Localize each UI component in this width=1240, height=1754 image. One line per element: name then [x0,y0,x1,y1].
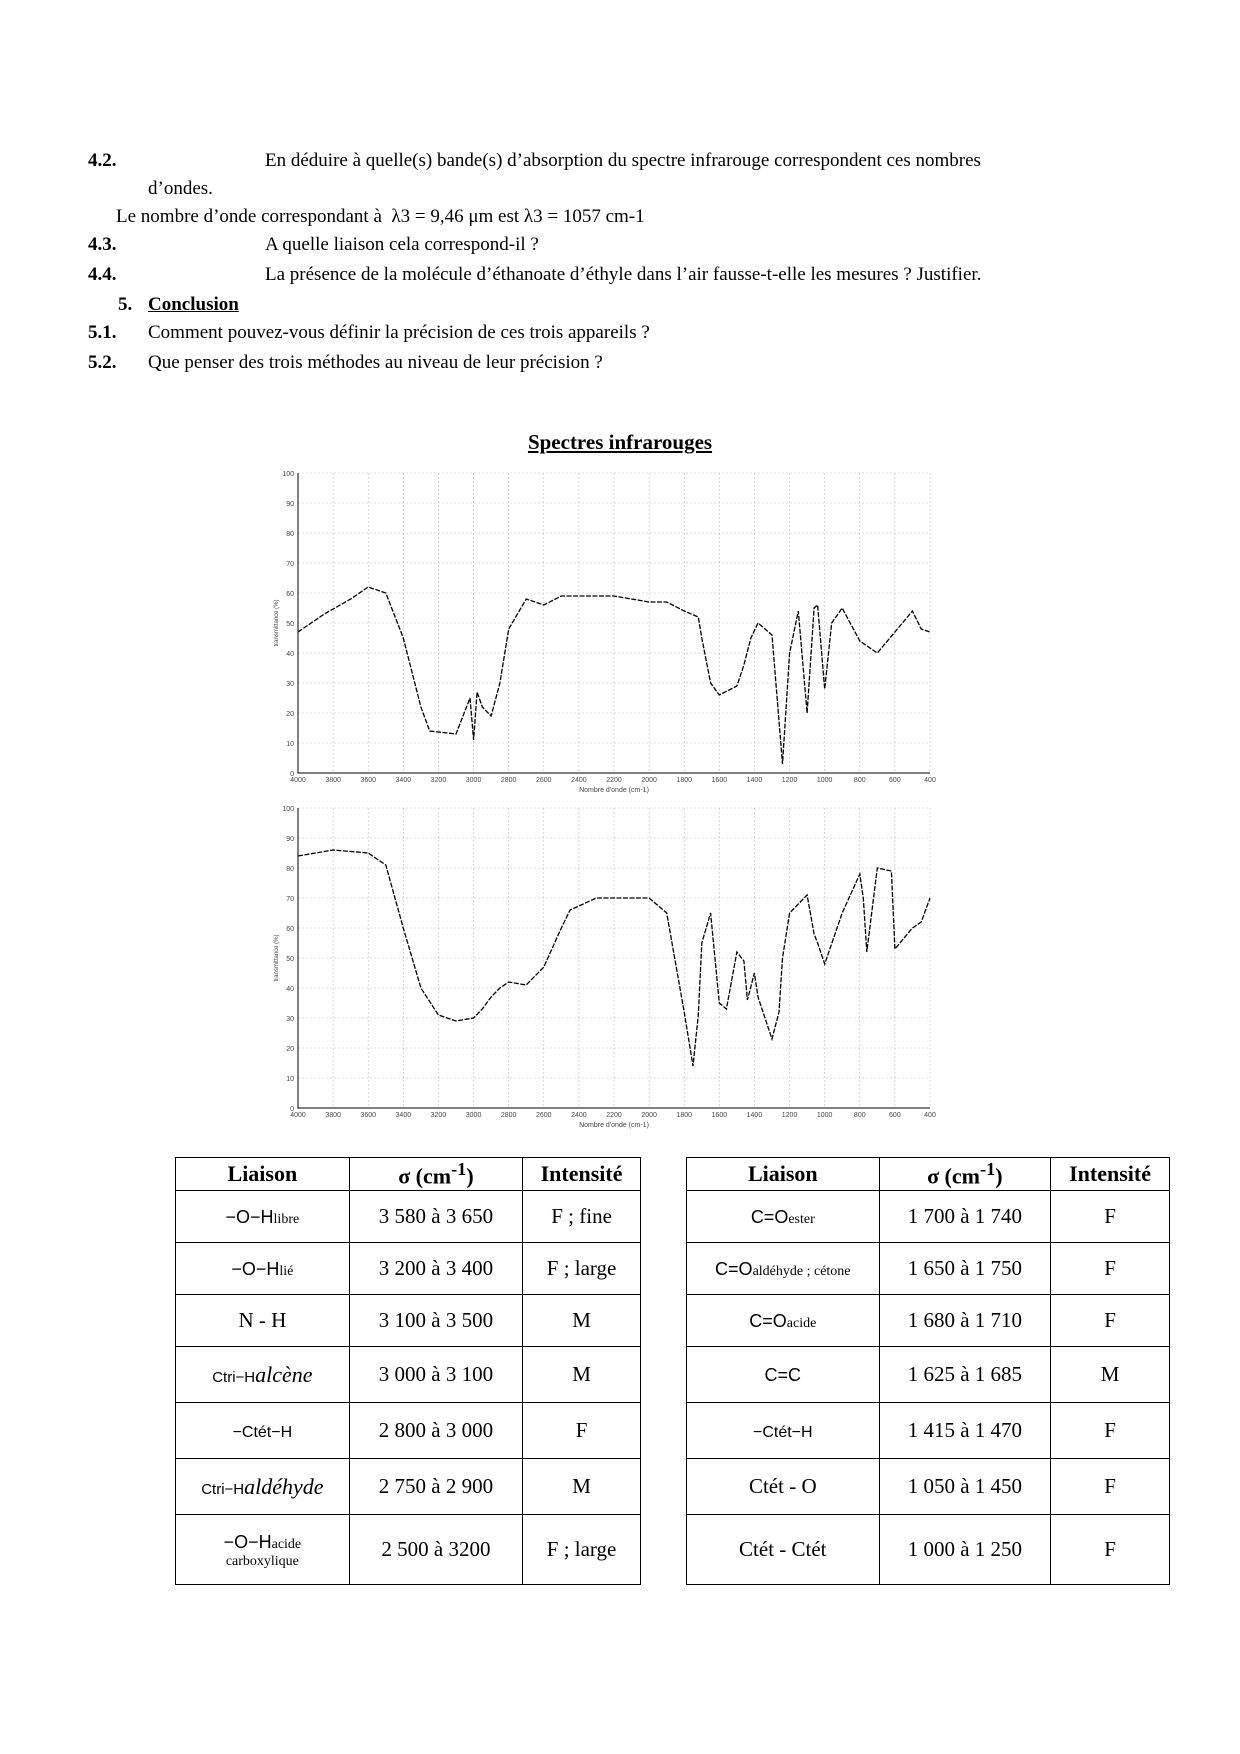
range-cell: 1 415 à 1 470 [879,1403,1051,1459]
x-tick-label: 1800 [676,1112,693,1119]
range-cell: 2 500 à 3200 [349,1515,522,1585]
x-tick-label: 3600 [360,1112,377,1119]
intensity-cell: M [523,1295,641,1347]
x-tick-label: 1600 [711,1112,728,1119]
question-text: La présence de la molécule d’éthanoate d’éthyle dans l’air fausse-t-elle les mesures ? Justifier. [265,264,982,285]
range-cell: 1 680 à 1 710 [879,1295,1051,1347]
x-tick-label: 3400 [395,1112,412,1119]
y-tick-label: 50 [286,621,294,628]
y-tick-label: 60 [286,591,294,598]
y-tick-label: 90 [286,836,294,843]
x-tick-label: 800 [853,777,866,784]
intensity-cell: F ; large [523,1243,641,1295]
intensity-cell: F [523,1403,641,1459]
intensity-cell: F ; large [523,1515,641,1585]
bond-cell: −O−Hlié [176,1243,350,1295]
x-tick-label: 2200 [606,1112,622,1119]
table-row [687,1295,1170,1347]
answer-line [116,206,645,228]
x-tick-label: 600 [889,777,901,784]
x-tick-label: 3200 [430,777,447,784]
header-liaison: Liaison [176,1158,350,1191]
bond-cell: Ctét - Ctét [687,1515,880,1585]
x-tick-label: 1000 [816,1112,833,1119]
y-tick-label: 0 [290,1106,294,1113]
y-tick-label: 60 [286,926,294,933]
section-number: 5. [118,294,133,315]
x-tick-label: 2600 [535,1112,552,1119]
x-tick-label: 1400 [746,1112,763,1119]
header-liaison: Liaison [687,1158,880,1191]
y-tick-label: 40 [286,651,294,658]
bond-table-left [175,1157,641,1585]
question-text: Que penser des trois méthodes au niveau de leur précision ? [148,352,603,373]
bond-cell: −Ctét−H [687,1403,880,1459]
table-header-row [687,1158,1170,1191]
y-tick-label: 70 [286,561,294,568]
range-cell: 2 750 à 2 900 [349,1459,522,1515]
y-tick-label: 50 [286,956,294,963]
x-tick-label: 3000 [465,777,482,784]
x-tick-label: 3800 [325,777,341,784]
table-row [687,1515,1170,1585]
table-row [687,1191,1170,1243]
x-tick-label: 1000 [816,777,833,784]
table-row [687,1459,1170,1515]
y-tick-label: 80 [286,866,294,873]
range-cell: 1 050 à 1 450 [879,1459,1051,1515]
y-axis-label: transmittance (%) [274,599,280,647]
table-row [176,1347,641,1403]
x-tick-label: 800 [853,1112,866,1119]
y-tick-label: 70 [286,896,294,903]
bond-cell: −O−Hlibre [176,1191,350,1243]
x-tick-label: 2400 [571,1112,587,1119]
y-tick-label: 80 [286,531,294,538]
bond-table-right [686,1157,1170,1585]
range-cell: 1 000 à 1 250 [879,1515,1051,1585]
question-number: 4.3. [88,234,117,255]
spectra-title: Spectres infrarouges [527,430,713,454]
y-tick-label: 30 [286,681,294,688]
intensity-cell: M [523,1347,641,1403]
range-cell: 2 800 à 3 000 [349,1403,522,1459]
y-tick-label: 100 [282,471,294,478]
range-cell: 3 000 à 3 100 [349,1347,522,1403]
bond-cell: −Ctét−H [176,1403,350,1459]
bond-cell: −O−Hacide carboxylique [176,1515,350,1585]
table-row [176,1295,641,1347]
range-cell: 1 625 à 1 685 [879,1347,1051,1403]
range-cell: 3 580 à 3 650 [349,1191,522,1243]
table-row [687,1347,1170,1403]
y-tick-label: 20 [286,711,294,718]
question-text-continuation: d’ondes. [148,178,213,199]
y-tick-label: 90 [286,501,294,508]
range-cell: 1 700 à 1 740 [879,1191,1051,1243]
range-cell: 3 100 à 3 500 [349,1295,522,1347]
x-tick-label: 3800 [325,1112,341,1119]
intensity-cell: F [1051,1459,1170,1515]
x-tick-label: 4000 [290,1112,306,1119]
x-tick-label: 600 [889,1112,901,1119]
x-tick-label: 1400 [746,777,763,784]
header-intensite: Intensité [523,1158,641,1191]
question-number: 4.4. [88,264,117,285]
answer-lambda: λ3 = 9,46 μm est λ3 = 1057 cm-1 [391,206,645,227]
table-header-row [176,1158,641,1191]
bond-cell: C=Oester [687,1191,880,1243]
intensity-cell: F ; fine [523,1191,641,1243]
x-tick-label: 3200 [430,1112,447,1119]
table-row [176,1243,641,1295]
ir-spectrum-2 [270,800,940,1135]
y-tick-label: 10 [286,1076,294,1083]
bond-cell: Ctri−Halcène [176,1347,350,1403]
bond-cell: C=C [687,1347,880,1403]
y-tick-label: 100 [282,806,294,813]
y-tick-label: 0 [290,771,294,778]
y-tick-label: 40 [286,986,294,993]
header-sigma: σ $(cm^{-1})$ [349,1158,522,1191]
x-tick-label: 1200 [781,777,798,784]
table-row [176,1515,641,1585]
bond-cell: Ctét - O [687,1459,880,1515]
x-tick-label: 3000 [465,1112,482,1119]
x-tick-label: 4000 [290,777,306,784]
bond-cell: C=Oaldéhyde ; cétone [687,1243,880,1295]
table-row [687,1403,1170,1459]
table-row [176,1403,641,1459]
table-row [176,1191,641,1243]
x-tick-label: 1200 [781,1112,798,1119]
x-tick-label: 400 [924,1112,936,1119]
bond-cell: N - H [176,1295,350,1347]
intensity-cell: F [1051,1295,1170,1347]
header-intensite: Intensité [1051,1158,1170,1191]
x-axis-label: Nombre d'onde (cm-1) [579,1122,649,1129]
y-tick-label: 10 [286,741,294,748]
range-cell: 3 200 à 3 400 [349,1243,522,1295]
intensity-cell: F [1051,1191,1170,1243]
question-text: En déduire à quelle(s) bande(s) d’absorption du spectre infrarouge correspondent ces nombres [265,150,981,171]
table-row [176,1459,641,1515]
x-axis-label: Nombre d'onde (cm-1) [579,787,649,794]
answer-prefix: Le nombre d’onde correspondant à [116,206,382,227]
x-tick-label: 3400 [395,777,412,784]
question-number: 5.1. [88,322,117,343]
question-number: 5.2. [88,352,117,373]
intensity-cell: F [1051,1403,1170,1459]
table-row [687,1243,1170,1295]
intensity-cell: F [1051,1243,1170,1295]
x-tick-label: 1800 [676,777,693,784]
bond-cell: Ctri−Haldéhyde [176,1459,350,1515]
x-tick-label: 2000 [641,1112,657,1119]
intensity-cell: F [1051,1515,1170,1585]
x-tick-label: 1600 [711,777,728,784]
ir-spectrum-1 [270,465,940,800]
x-tick-label: 2600 [535,777,552,784]
x-tick-label: 2800 [500,1112,517,1119]
x-tick-label: 2000 [641,777,657,784]
question-number: 4.2. [88,150,117,171]
question-text: A quelle liaison cela correspond-il ? [265,234,539,255]
x-tick-label: 2800 [500,777,517,784]
section-title: Conclusion [148,294,239,315]
header-sigma: σ $(cm^{-1})$ [879,1158,1051,1191]
y-tick-label: 30 [286,1016,294,1023]
bond-cell: C=Oacide [687,1295,880,1347]
x-tick-label: 2400 [571,777,587,784]
intensity-cell: M [1051,1347,1170,1403]
x-tick-label: 400 [924,777,936,784]
intensity-cell: M [523,1459,641,1515]
x-tick-label: 3600 [360,777,377,784]
x-tick-label: 2200 [606,777,622,784]
y-tick-label: 20 [286,1046,294,1053]
question-text: Comment pouvez-vous définir la précision de ces trois appareils ? [148,322,650,343]
y-axis-label: transmittance (%) [274,934,280,982]
range-cell: 1 650 à 1 750 [879,1243,1051,1295]
